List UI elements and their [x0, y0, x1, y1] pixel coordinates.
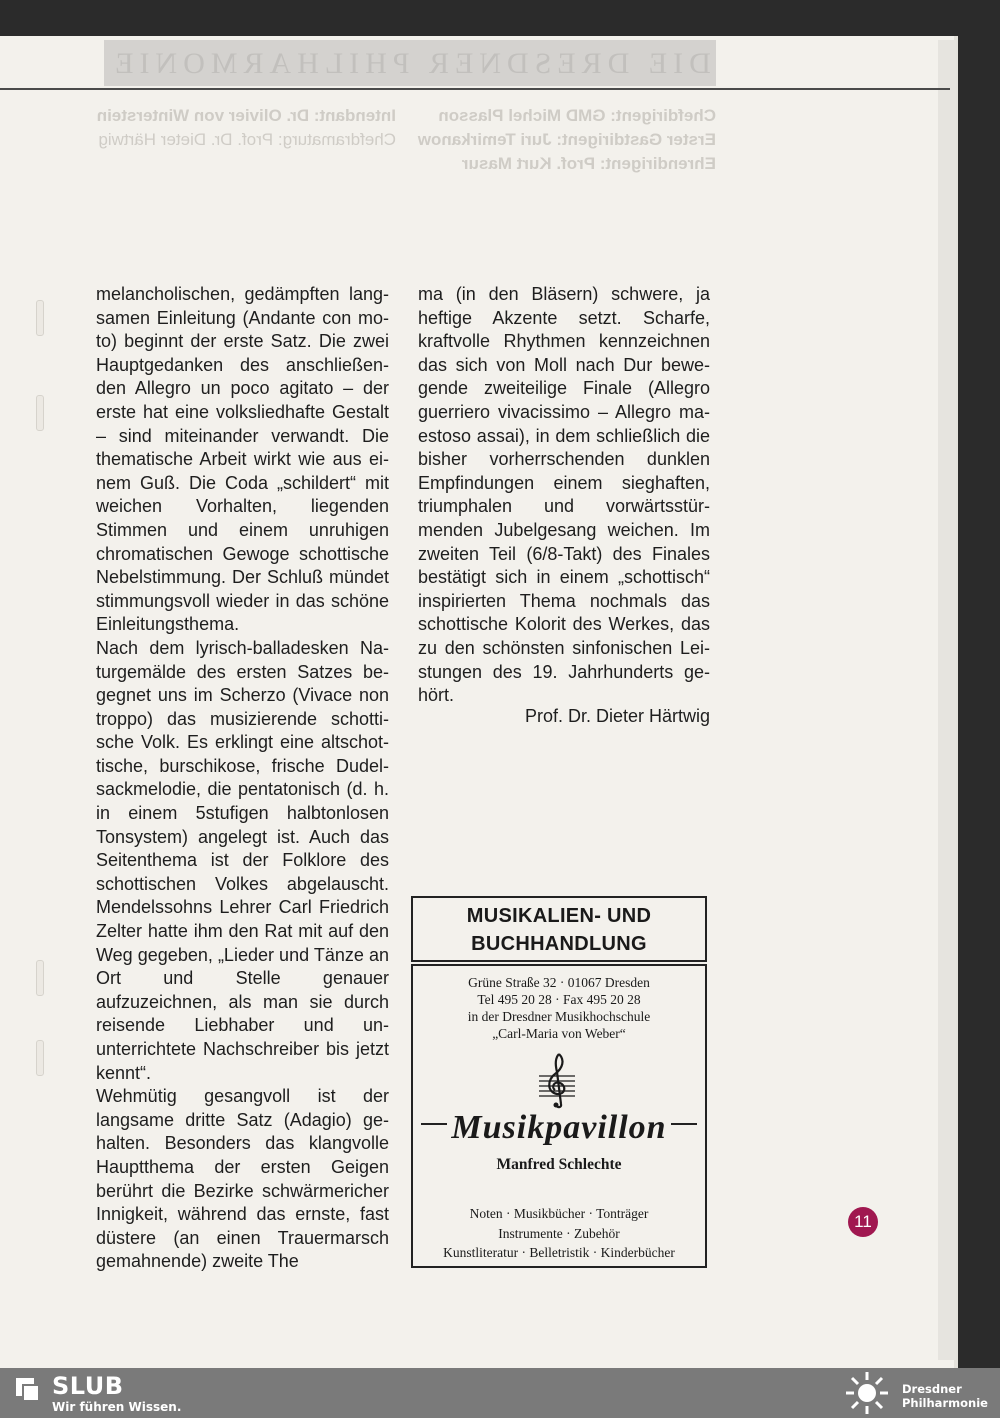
staple-mark [36, 960, 44, 996]
ad-product-list [413, 1204, 705, 1263]
ghost-line: Ehrendirigent: Prof. Kurt Masur [461, 154, 716, 173]
philharmonie-wordmark [902, 1382, 988, 1410]
ad-address-line: „Carl-Maria von Weber“ [492, 1026, 626, 1041]
ad-list-line: Kunstliteratur · Belletristik · Kinderbücher [443, 1245, 675, 1260]
ghost-line: Intendant: Dr. Olivier von Winterstein [96, 106, 396, 125]
ad-heading-line: BUCHHANDLUNG [471, 933, 647, 955]
ad-owner: Manfred Schlechte [496, 1156, 622, 1173]
article-column-left [96, 283, 389, 1274]
article-paragraph: Wehmütig gesangvoll ist der langsame dritte Satz (Adagio) gehalten. Besonders das klangvolle Hauptthema der ersten Geigen berührt die Bezirke schwärmericher Innigkeit, während das ernste, fast düstere (an einen Trauermarsch gemahnende) zweite The [96, 1086, 389, 1272]
ad-heading [411, 896, 707, 962]
ad-address-line: Grüne Straße 32 · 01067 Dresden [468, 975, 650, 990]
ad-list-line: Instrumente · Zubehör [498, 1225, 620, 1241]
ghost-staff-credits [96, 104, 396, 152]
page-edge [938, 40, 956, 1360]
slub-subtitle: Wir führen Wissen. [52, 1400, 182, 1414]
ghost-header-title: DIE DRESDNER PHILHARMONIE [109, 47, 711, 80]
author-signature: Prof. Dr. Dieter Härtwig [524, 706, 710, 726]
ghost-line: Erster Gastdirigent: Juri Temirkanow [417, 130, 716, 149]
brand-text: Musikpavillon [447, 1109, 670, 1146]
slub-title[interactable]: SLUB [52, 1372, 124, 1400]
ghost-conductor-credits [417, 104, 716, 176]
ad-address-line: Tel 495 20 28 · Fax 495 20 28 [477, 992, 641, 1007]
ad-box [411, 964, 707, 1268]
header-rule [0, 88, 950, 90]
ad-heading-line: MUSIKALIEN- UND [466, 905, 652, 927]
staple-mark [36, 1040, 44, 1076]
staple-mark [36, 300, 44, 336]
partner-line: Dresdner [902, 1382, 962, 1396]
ad-address [413, 974, 705, 1042]
article-column-right [418, 283, 710, 708]
ad-list-line: Noten · Musikbücher · Tonträger [469, 1206, 649, 1221]
page-number-badge: 11 [848, 1207, 878, 1237]
ghost-line: Chefdramaturg: Prof. Dr. Dieter Härtwig [98, 130, 396, 149]
slub-logo-icon [14, 1376, 40, 1402]
treble-clef-icon [535, 1050, 579, 1110]
staple-mark [36, 395, 44, 431]
philharmonie-logo-icon[interactable] [842, 1370, 892, 1416]
article-paragraph: ma (in den Bläsern) schwere, ja heftige Akzente setzt. Scharfe, kraftvolle Rhythmen kennzeichnen das sich von Moll nach Dur bewegende zweiteilige Finale (Allegro guerriero vivacissimo – Allegro maestoso assai), in dem schließlich die bisher vorherrschenden dunklen Empfindungen einem sieghaften, triumphalen und vorwärtsstürmenden Jubelgesang weichen. Im zweiten Teil (6/8-Takt) des Finales bestätigt sich in einem „schottisch“ inspirierten Thema nochmals das schottische Kolorit des Werkes, das zu den schönsten sinfonischen Leistungen des 19. Jahrhunderts gehört. [418, 284, 710, 706]
article-paragraph: melancholischen, gedämpften langsamen Einleitung (Andante con moto) beginnt der erste Satz. Die zwei Hauptgedanken des anschließenden Allegro un poco agitato – der erste hat eine volksliedhafte Gestalt – sind miteinander verwandt. Die thematische Arbeit wirkt wie aus einem Guß. Die Coda „schildert“ mit weichen Vorhalten, liegenden Stimmen und einem unruhigen chromatischen Gewoge schottische Nebelstimmung. Der Schluß mündet stimmungsvoll wieder in das schöne Einleitungsthema. [96, 284, 389, 635]
partner-line: Philharmonie [902, 1396, 988, 1410]
brand-wordmark [413, 1109, 705, 1147]
article-paragraph: Nach dem lyrisch-balladesken Naturgemälde des ersten Satzes begegnet uns im Scherzo (Vivace non troppo) das musizierende schottische Volk. Es erklingt eine altschottische, burschikose, frische Dudelsackmelodie, die pentatonisch (d. h. in einem 5stufigen halbtonlosen Tonsystem) angelegt ist. Auch das Seitenthema ist der Folklore des schottischen Volkes abgelauscht. Mendelssohns Lehrer Carl Friedrich Zelter hatte ihm den Rat mit auf den Weg gegeben, „Lieder und Tänze an Ort und Stelle genauer aufzuzeichnen, als man sie durch reisende Liebhaber und ununterrichtete Nachschreiber bis jetzt kennt“. [96, 637, 389, 1083]
ghost-line: Chefdirigent: GMD Michel Plasson [438, 106, 716, 125]
ad-address-line: in der Dresdner Musikhochschule [467, 1009, 651, 1024]
